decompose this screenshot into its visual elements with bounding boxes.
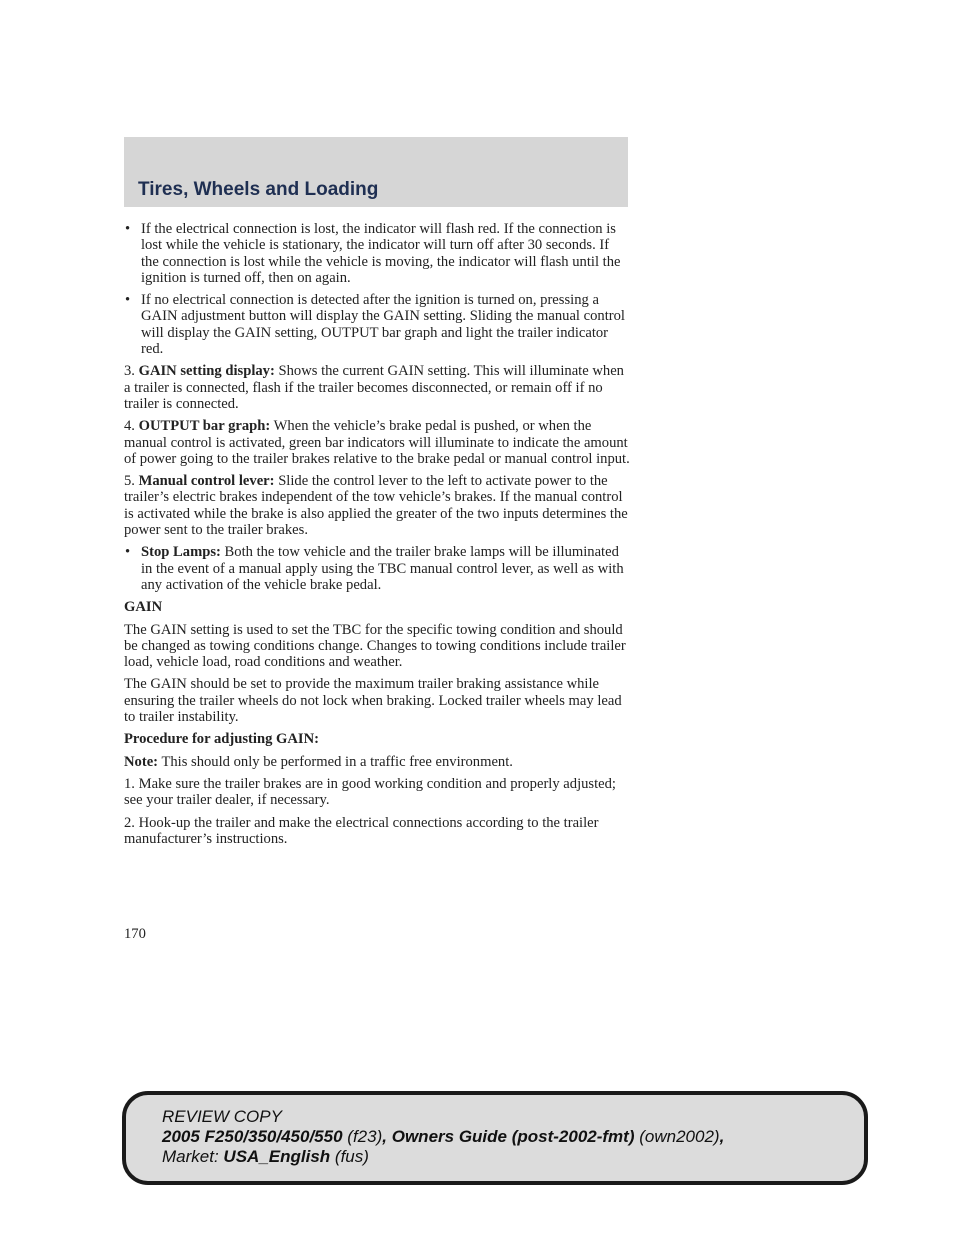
footer-market-code: (fus) [334, 1147, 369, 1166]
item-term: OUTPUT bar graph: [138, 418, 271, 435]
gain-heading-text: GAIN [124, 599, 163, 616]
page-content [124, 221, 630, 853]
section-header-band [124, 137, 628, 207]
item-number: 4. [124, 418, 135, 435]
numbered-item [124, 363, 630, 412]
bullet-item [124, 221, 630, 286]
review-copy-footer [122, 1091, 868, 1185]
procedure-heading [124, 731, 630, 747]
bullet-text: If the electrical connection is lost, the indicator will flash red. If the connection is lost while the vehicle is stationary, the indicator will turn off after 30 seconds. If the connection is lost while the vehicle is moving, the indicator will flash until the ignition is turned off, then on again. [141, 221, 621, 286]
footer-separator: , [719, 1127, 725, 1146]
footer-line-2 [162, 1127, 724, 1147]
footer-text [162, 1107, 724, 1167]
footer-separator: , [382, 1127, 387, 1146]
bullet-text: If no electrical connection is detected after the ignition is turned on, pressing a GAIN adjustment button will display the GAIN setting. Sliding the manual control will display the GAIN setting, OUTPUT bar graph and light the trailer indicator red. [141, 292, 625, 358]
item-number: 5. [124, 473, 135, 490]
item-text: Slide the control lever to the left to activate power to the trailer’s electric brakes independent of the tow vehicle’s brakes. If the manual control is activated while the brake is also applied the greater of the two inputs determines the power sent to the trailer brakes. [124, 473, 628, 539]
procedure-note [124, 754, 630, 770]
item-term: Manual control lever: [138, 473, 275, 490]
stop-lamps-term: Stop Lamps: [141, 544, 221, 561]
procedure-heading-text: Procedure for adjusting GAIN: [124, 731, 319, 748]
gain-heading [124, 599, 630, 615]
bullet-icon: • [125, 544, 131, 561]
footer-guide-code: (own2002) [639, 1127, 720, 1146]
footer-market-label: Market: [162, 1147, 219, 1166]
item-text: When the vehicle’s brake pedal is pushed, or when the manual control is activated, green bar indicators will illuminate to indicate the amount of power going to the trailer brakes relative to the brake pedal or manual control input. [124, 418, 630, 467]
footer-market: USA_English [223, 1147, 331, 1166]
numbered-item [124, 473, 630, 538]
bullet-icon: • [125, 292, 131, 309]
note-label: Note: [124, 753, 159, 770]
footer-model-code: (f23) [347, 1127, 383, 1146]
footer-model: 2005 F250/350/450/550 [162, 1127, 343, 1146]
procedure-step-1: 1. Make sure the trailer brakes are in good working condition and properly adjusted; see your trailer dealer, if necessary. [124, 775, 616, 809]
bullet-item [124, 292, 630, 357]
item-term: GAIN setting display: [138, 363, 275, 380]
item-number: 3. [124, 363, 135, 380]
bullet-item-stop-lamps [124, 544, 630, 593]
note-text: This should only be performed in a traffic free environment. [161, 753, 513, 770]
item-text: Shows the current GAIN setting. This will illuminate when a trailer is connected, flash if the trailer becomes disconnected, or remain off if no trailer is connected. [124, 363, 624, 412]
gain-paragraph-2: The GAIN should be set to provide the maximum trailer braking assistance while ensuring the trailer wheels do not lock when braking. Locked trailer wheels may lead to trailer instability. [124, 676, 622, 726]
footer-guide: Owners Guide (post-2002-fmt) [391, 1127, 635, 1146]
procedure-step-2: 2. Hook-up the trailer and make the electrical connections according to the trailer manufacturer’s instructions. [124, 814, 599, 847]
review-copy-label: REVIEW COPY [162, 1107, 282, 1126]
stop-lamps-text: Both the tow vehicle and the trailer brake lamps will be illuminated in the event of a manual apply using the TBC manual control lever, as well as with any activation of the vehicle brake pedal. [141, 544, 624, 593]
footer-line-3 [162, 1147, 724, 1167]
numbered-item [124, 418, 630, 467]
page-number: 170 [124, 926, 146, 942]
bullet-icon: • [125, 221, 131, 237]
gain-paragraph-1: The GAIN setting is used to set the TBC for the specific towing condition and should be changed as towing conditions change. Changes to towing conditions include trailer load, vehicle load, road conditions and weather. [124, 621, 626, 671]
section-title: Tires, Wheels and Loading [138, 179, 379, 200]
